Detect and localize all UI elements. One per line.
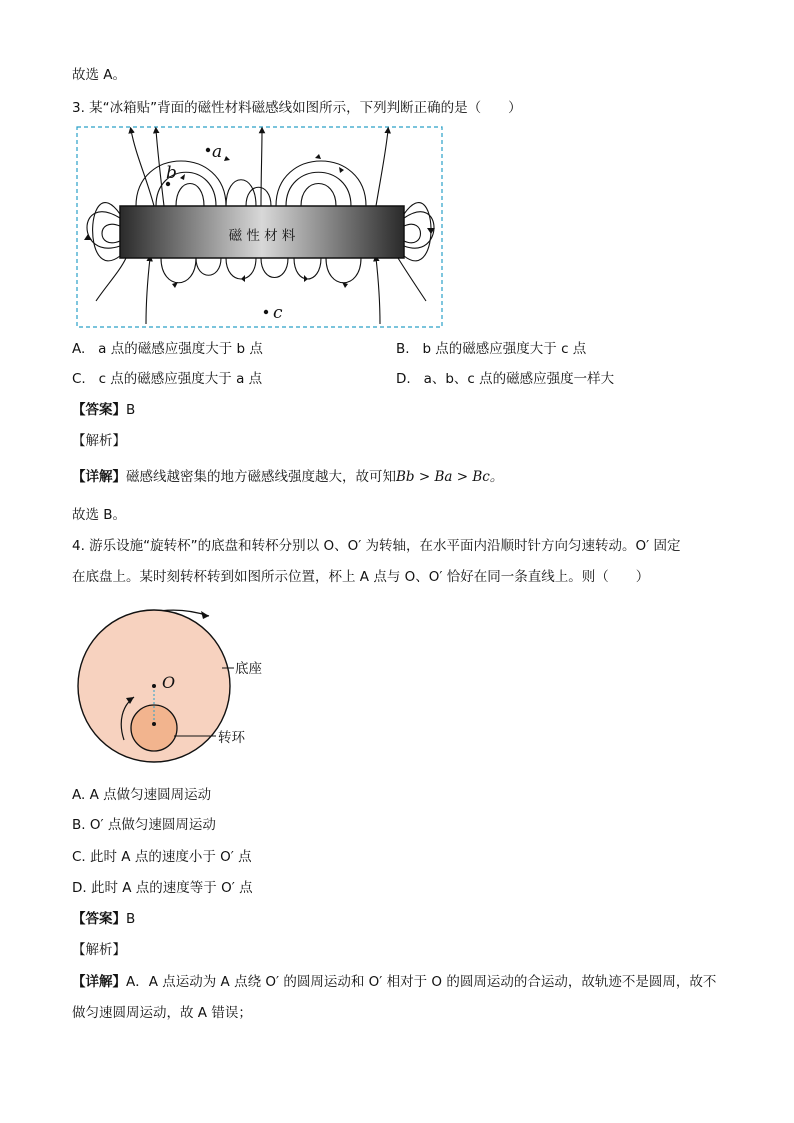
q3-option-b-letter: B. [396, 341, 410, 357]
q3-option-d [396, 370, 614, 388]
q3-option-a-text: a 点的磁感应强度大于 b 点 [98, 341, 263, 357]
point-a-label: a [212, 142, 223, 162]
q3-magnet-figure [76, 126, 444, 330]
field-line [261, 258, 288, 278]
field-line [301, 184, 336, 207]
field-line [246, 187, 271, 206]
q3-detail-text: 磁感线越密集的地方磁感线强度越大，故可知 [126, 469, 396, 485]
q3-answer-label: 【答案】 [72, 402, 126, 418]
q4-detail-label: 【详解】 [72, 974, 126, 990]
point-b-label: b [166, 163, 177, 183]
field-line [376, 130, 388, 206]
q4-answer-value: B [126, 911, 136, 927]
q3-conclusion: 故选 B。 [72, 507, 127, 523]
q3-answer-value: B [126, 402, 136, 418]
field-line [196, 258, 221, 275]
q3-option-d-letter: D. [396, 371, 411, 387]
field-line [286, 172, 351, 206]
center-o-label: O [162, 673, 176, 692]
arrow-head [315, 154, 321, 159]
point-a-dot [206, 148, 210, 152]
q4-detail-line1 [72, 973, 716, 991]
q3-detail-formula: Bb > Ba > Bc。 [396, 469, 504, 485]
q3-option-c-text: c 点的磁感应强度大于 a 点 [98, 371, 263, 387]
q4-stem-line2: 在底盘上。某时刻转杯转到如图所示位置，杯上 A 点与 O、O′ 恰好在同一条直线上。则（ ） [72, 569, 650, 585]
field-line [376, 258, 380, 324]
q4-option-c: C. 此时 A 点的速度小于 O′ 点 [72, 849, 252, 865]
q3-option-a [72, 340, 263, 358]
q4-detail-text1: A．A 点运动为 A 点绕 O′ 的圆周运动和 O′ 相对于 O 的圆周运动的合运动，故轨迹不是圆周，故不 [126, 974, 717, 990]
field-line [156, 172, 216, 206]
field-line [226, 180, 256, 206]
arrow-head [304, 275, 308, 282]
base-label: 底座 [235, 661, 262, 677]
field-line [131, 130, 154, 206]
q3-answer [72, 401, 135, 419]
q4-answer-label: 【答案】 [72, 911, 126, 927]
q3-stem: 3. 某“冰箱贴”背面的磁性材料磁感线如图所示，下列判断正确的是（ ） [72, 100, 522, 116]
q4-stem-line1: 4. 游乐设施“旋转杯”的底盘和转杯分别以 O、O′ 为转轴，在水平面内沿顺时针方向匀速转动。O′ 固定 [72, 538, 681, 554]
field-line [261, 130, 262, 206]
q3-option-b-text: b 点的磁感应强度大于 c 点 [422, 341, 587, 357]
q4-answer [72, 910, 135, 928]
field-line [398, 258, 426, 301]
field-line [93, 203, 120, 261]
field-line [326, 258, 361, 283]
field-line [102, 224, 120, 243]
q4-option-b: B. O′ 点做匀速圆周运动 [72, 817, 216, 833]
field-line [176, 184, 204, 207]
field-line [404, 203, 431, 261]
q3-option-d-text: a、b、c 点的磁感应强度一样大 [423, 371, 615, 387]
q4-analysis-label: 【解析】 [72, 942, 126, 958]
q4-option-d: D. 此时 A 点的速度等于 O′ 点 [72, 880, 253, 896]
field-line [146, 258, 150, 324]
q3-analysis-label: 【解析】 [72, 433, 126, 449]
field-line [404, 224, 421, 243]
q3-detail-label: 【详解】 [72, 469, 126, 485]
q4-option-a: A. A 点做匀速圆周运动 [72, 787, 212, 803]
arrow-head [180, 174, 185, 180]
q3-option-c [72, 370, 262, 388]
field-line [294, 258, 321, 279]
center-o-dot [152, 684, 156, 688]
arrow-head [339, 167, 344, 173]
field-line [226, 258, 256, 279]
q3-option-b [396, 340, 586, 358]
q3-detail [72, 468, 503, 486]
field-line [136, 161, 226, 206]
arrow-head [224, 156, 230, 161]
magnet-label: 磁 性 材 料 [228, 228, 296, 244]
q4-rotating-cup-figure [74, 600, 294, 780]
q3-option-a-letter: A. [72, 341, 86, 357]
field-line [96, 258, 126, 301]
point-c-dot [264, 310, 268, 314]
q4-detail-line2: 做匀速圆周运动，故 A 错误； [72, 1005, 252, 1021]
cup-label: 转环 [218, 730, 245, 746]
q3-option-c-letter: C. [72, 371, 86, 387]
previous-conclusion: 故选 A。 [72, 67, 127, 83]
field-line [161, 258, 196, 283]
point-c-label: c [273, 303, 283, 323]
arrow-head [84, 234, 92, 240]
center-o-prime-dot [152, 722, 156, 726]
arrow-head [241, 275, 245, 282]
